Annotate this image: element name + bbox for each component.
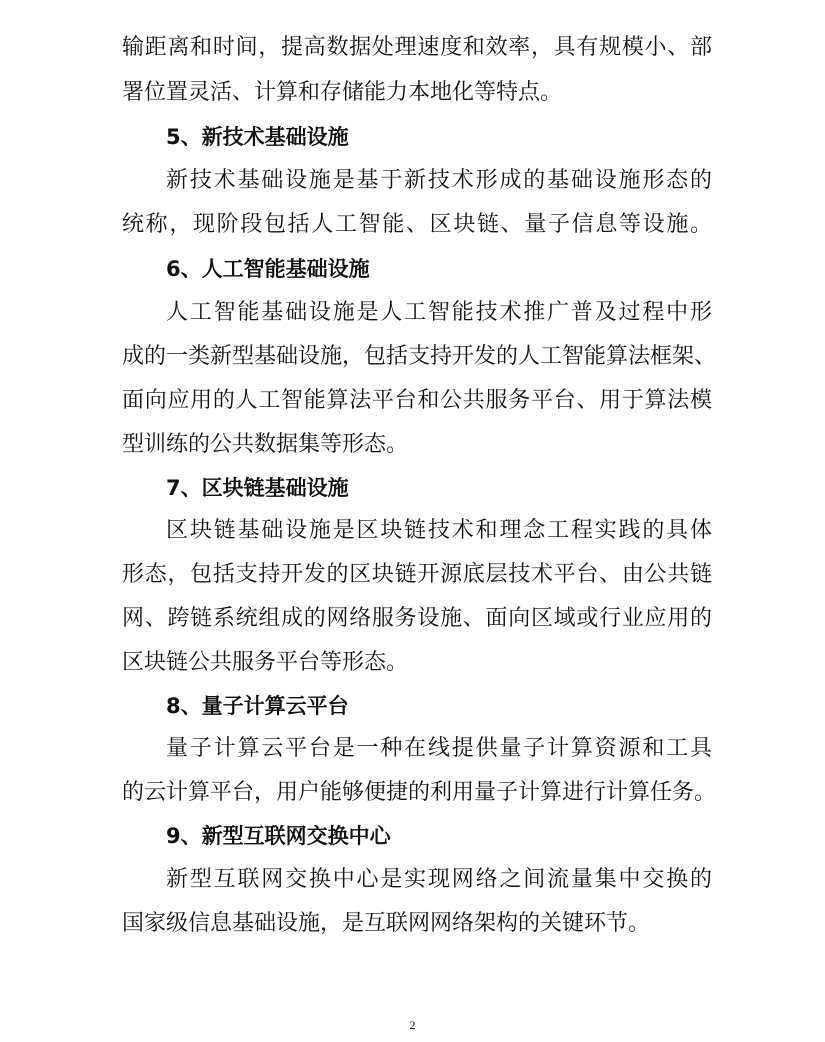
section-heading-5: 5、新技术基础设施 bbox=[166, 125, 349, 149]
section-heading-7: 7、区块链基础设施 bbox=[166, 476, 349, 500]
paragraph-line: 署位置灵活、计算和存储能力本地化等特点。 bbox=[122, 80, 563, 105]
section-heading-6: 6、人工智能基础设施 bbox=[166, 257, 370, 281]
paragraph-line: 区块链基础设施是区块链技术和理念工程实践的具体 bbox=[166, 518, 712, 543]
section-heading-9: 9、新型互联网交换中心 bbox=[166, 824, 391, 848]
paragraph-line: 量子计算云平台是一种在线提供量子计算资源和工具 bbox=[166, 736, 712, 761]
paragraph-line: 区块链公共服务平台等形态。 bbox=[122, 650, 409, 675]
section-heading-8: 8、量子计算云平台 bbox=[166, 694, 349, 718]
paragraph-line: 人工智能基础设施是人工智能技术推广普及过程中形 bbox=[166, 300, 712, 325]
paragraph-line: 形态，包括支持开发的区块链开源底层技术平台、由公共链 bbox=[122, 562, 712, 587]
paragraph-line: 成的一类新型基础设施，包括支持开发的人工智能算法框架、 bbox=[122, 344, 717, 369]
paragraph-line: 型训练的公共数据集等形态。 bbox=[122, 432, 409, 457]
paragraph-line: 新技术基础设施是基于新技术形成的基础设施形态的 bbox=[166, 168, 712, 193]
paragraph-line: 新型互联网交换中心是实现网络之间流量集中交换的 bbox=[166, 867, 712, 892]
paragraph-line: 的云计算平台，用户能够便捷的利用量子计算进行计算任务。 bbox=[122, 780, 717, 805]
page-number: 2 bbox=[409, 1018, 416, 1032]
paragraph-line: 面向应用的人工智能算法平台和公共服务平台、用于算法模 bbox=[122, 388, 712, 413]
paragraph-line: 国家级信息基础设施，是互联网网络架构的关键环节。 bbox=[122, 911, 651, 936]
paragraph-line: 统称，现阶段包括人工智能、区块链、量子信息等设施。 bbox=[122, 212, 712, 237]
paragraph-line: 网、跨链系统组成的网络服务设施、面向区域或行业应用的 bbox=[122, 606, 712, 631]
paragraph-line: 输距离和时间，提高数据处理速度和效率，具有规模小、部 bbox=[122, 35, 712, 60]
